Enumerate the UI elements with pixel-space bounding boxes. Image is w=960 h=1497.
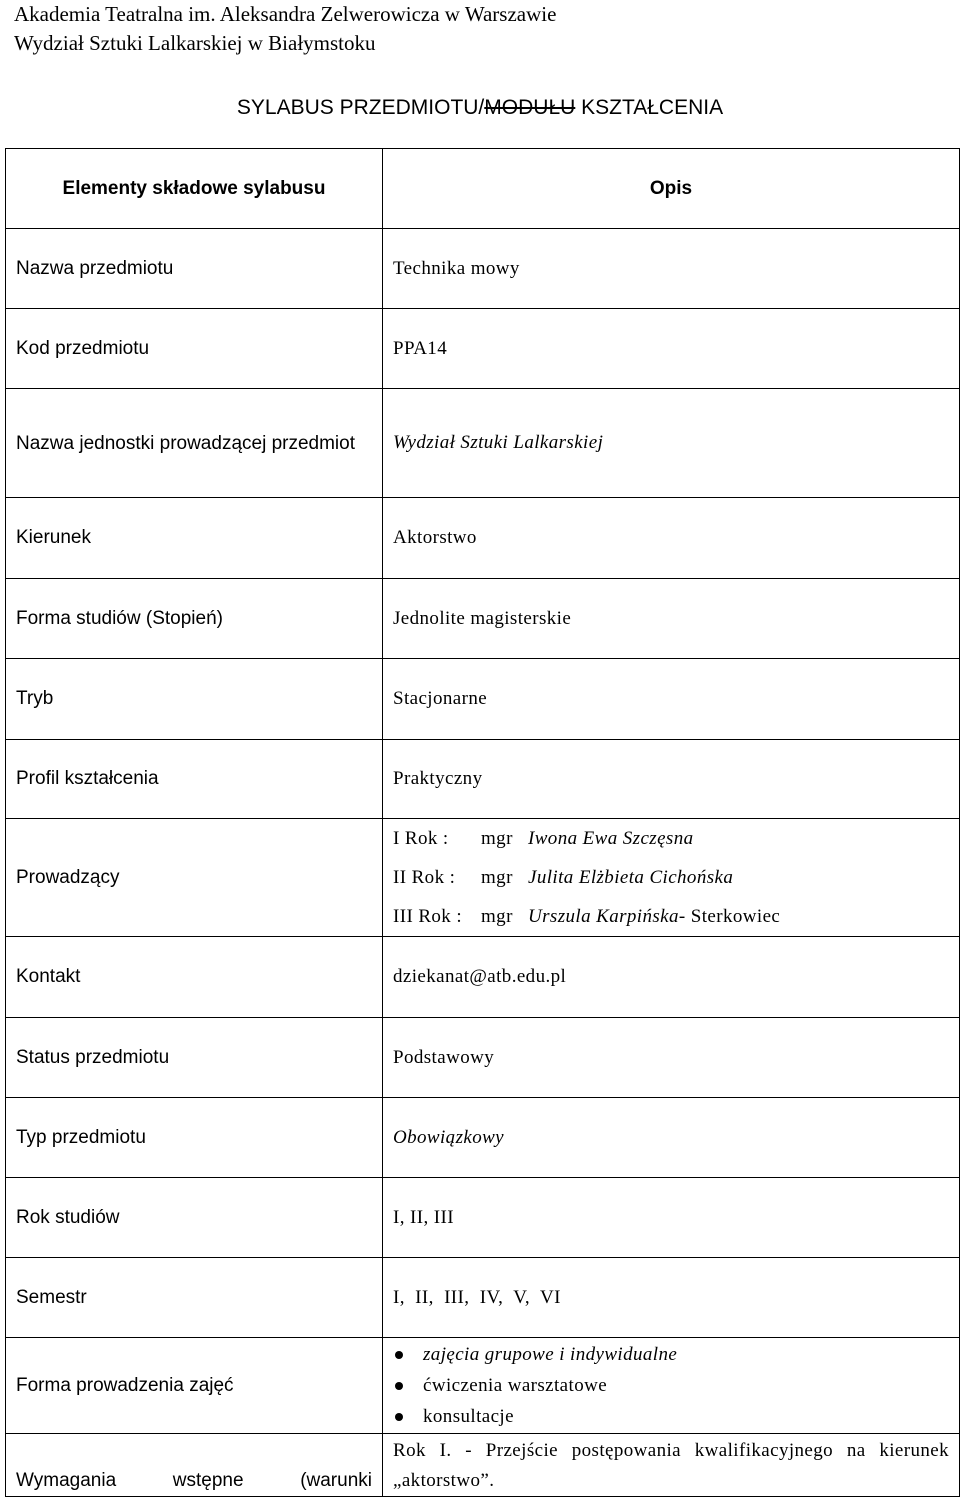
row-label: Profil kształcenia xyxy=(6,740,383,819)
table-row xyxy=(6,937,960,1018)
semester-value: I, II, III, IV, V, VI xyxy=(383,1258,960,1338)
teacher-name-suffix: - Sterkowiec xyxy=(678,906,781,927)
list-item: ćwiczenia warsztatowe xyxy=(393,1370,949,1401)
list-item: zajęcia grupowe i indywidualne xyxy=(393,1339,949,1370)
row-label: Kierunek xyxy=(6,498,383,579)
type-value: Obowiązkowy xyxy=(383,1098,960,1178)
row-label: Wymagania wstępne (warunki xyxy=(6,1434,383,1497)
class-forms-list xyxy=(393,1339,949,1432)
study-form-value: Jednolite magisterskie xyxy=(383,579,960,659)
row-label: Forma prowadzenia zajęć xyxy=(6,1338,383,1434)
table-header-row xyxy=(6,149,960,229)
field-value: Aktorstwo xyxy=(383,498,960,579)
table-row xyxy=(6,1178,960,1258)
row-label: Forma studiów (Stopień) xyxy=(6,579,383,659)
table-row xyxy=(6,498,960,579)
requirements-value: Rok I. - Przejście postępowania kwalifikacyjnego na kierunek „aktorstwo”. xyxy=(383,1434,960,1497)
teacher-line xyxy=(393,858,949,897)
teacher-line xyxy=(393,897,949,936)
institution-name: Akademia Teatralna im. Aleksandra Zelwerowicza w Warszawie xyxy=(14,2,557,26)
title-struck-word: MODUŁU xyxy=(484,96,576,119)
title-part-2: KSZTAŁCENIA xyxy=(575,96,724,119)
table-row xyxy=(6,389,960,498)
row-label: Nazwa przedmiotu xyxy=(6,229,383,309)
header-elements: Elementy składowe sylabusu xyxy=(6,149,383,229)
row-label: Kod przedmiotu xyxy=(6,309,383,389)
table-row xyxy=(6,1098,960,1178)
document-title xyxy=(0,96,960,120)
teacher-year: III Rok : xyxy=(393,906,463,927)
mode-value: Stacjonarne xyxy=(383,659,960,740)
teacher-year: I Rok : xyxy=(393,828,449,849)
contact-value: dziekanat@atb.edu.pl xyxy=(383,937,960,1018)
row-label: Tryb xyxy=(6,659,383,740)
row-label: Semestr xyxy=(6,1258,383,1338)
teacher-name: Iwona Ewa Szczęsna xyxy=(528,828,694,849)
table-row xyxy=(6,1258,960,1338)
table-row xyxy=(6,819,960,937)
teachers-cell xyxy=(383,819,960,937)
teacher-degree: mgr xyxy=(481,906,513,927)
row-label: Nazwa jednostki prowadzącej przedmiot xyxy=(6,389,383,498)
table-row xyxy=(6,1338,960,1434)
row-label: Kontakt xyxy=(6,937,383,1018)
unit-value: Wydział Sztuki Lalkarskiej xyxy=(383,389,960,498)
table-row xyxy=(6,1434,960,1497)
row-label: Status przedmiotu xyxy=(6,1018,383,1098)
table-row xyxy=(6,309,960,389)
faculty-name: Wydział Sztuki Lalkarskiej w Białymstoku xyxy=(14,31,376,55)
course-name-value: Technika mowy xyxy=(383,229,960,309)
teacher-line xyxy=(393,819,949,858)
teacher-degree: mgr xyxy=(481,867,513,888)
table-row xyxy=(6,579,960,659)
table-row xyxy=(6,1018,960,1098)
profile-value: Praktyczny xyxy=(383,740,960,819)
header-description: Opis xyxy=(383,149,960,229)
table-row xyxy=(6,740,960,819)
teacher-degree: mgr xyxy=(481,828,513,849)
table-row xyxy=(6,659,960,740)
table-row xyxy=(6,229,960,309)
study-year-value: I, II, III xyxy=(383,1178,960,1258)
syllabus-table xyxy=(5,148,960,1497)
row-label: Typ przedmiotu xyxy=(6,1098,383,1178)
title-part-1: SYLABUS PRZEDMIOTU/ xyxy=(236,96,485,119)
row-label: Prowadzący xyxy=(6,819,383,937)
status-value: Podstawowy xyxy=(383,1018,960,1098)
teacher-name: Julita Elżbieta Cichońska xyxy=(528,867,734,888)
list-item: konsultacje xyxy=(393,1401,949,1432)
teacher-year: II Rok : xyxy=(393,867,456,888)
class-forms-cell xyxy=(383,1338,960,1434)
teacher-name: Urszula Karpińska xyxy=(528,906,679,927)
row-label: Rok studiów xyxy=(6,1178,383,1258)
course-code-value: PPA14 xyxy=(383,309,960,389)
